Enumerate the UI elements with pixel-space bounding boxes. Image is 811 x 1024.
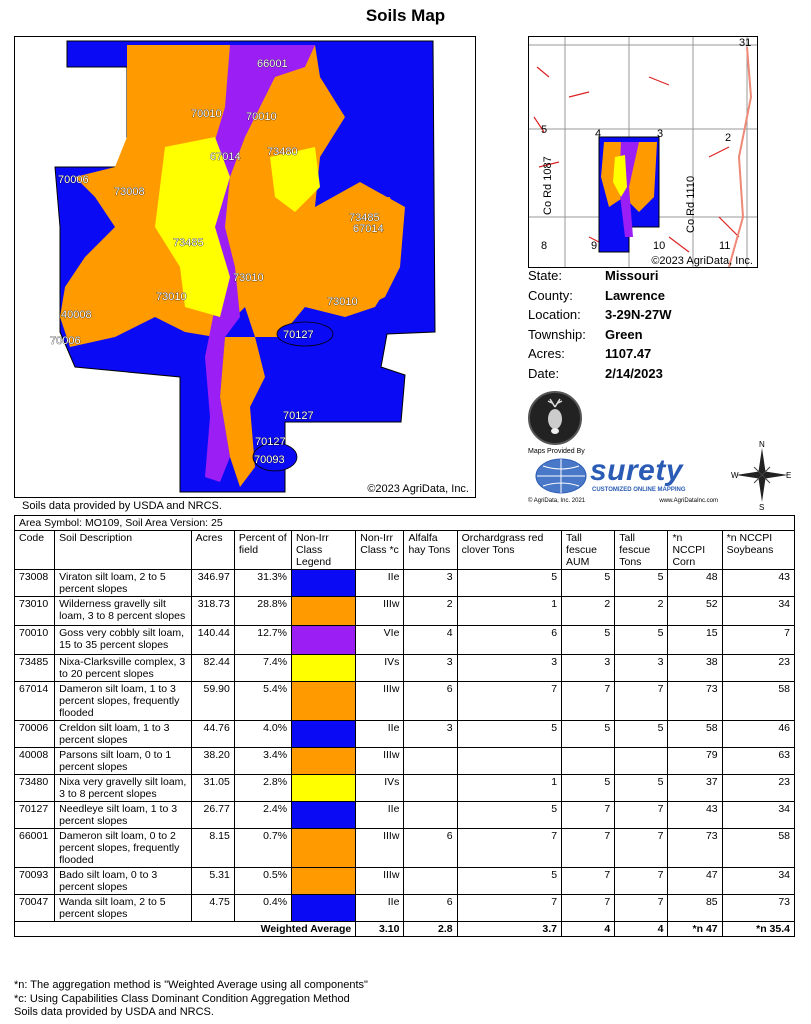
cell-alfalfa [404, 775, 457, 802]
cell-tons: 7 [615, 868, 668, 895]
cell-tons: 7 [615, 682, 668, 721]
cell-cls: IIIw [356, 829, 404, 868]
map-label: 70010 [246, 111, 277, 123]
cell-acres: 5.31 [191, 868, 234, 895]
weighted-cell: *n 35.4 [722, 922, 794, 937]
table-row [15, 802, 795, 829]
field-info [528, 268, 671, 385]
table-header-row [15, 531, 795, 570]
cell-acres: 346.97 [191, 570, 234, 597]
cell-cls: IIe [356, 802, 404, 829]
col-header: Tall fescue AUM [562, 531, 615, 570]
cell-cls: IIIw [356, 682, 404, 721]
cell-corn: 79 [668, 748, 722, 775]
cell-cls: IIIw [356, 868, 404, 895]
cell-aum: 7 [562, 682, 615, 721]
cell-desc: Nixa-Clarksville complex, 3 to 20 percent slopes [55, 655, 192, 682]
footnotes [14, 979, 368, 1020]
cell-soy: 23 [722, 775, 794, 802]
map-label: 73485 [349, 212, 380, 224]
weighted-cell: 4 [615, 922, 668, 937]
cell-code: 70047 [15, 895, 55, 922]
cell-acres: 38.20 [191, 748, 234, 775]
area-symbol-row [15, 516, 795, 531]
map-label: 66001 [257, 58, 288, 70]
class-legend-swatch [292, 626, 356, 655]
cell-corn: 52 [668, 597, 722, 626]
cell-code: 66001 [15, 829, 55, 868]
map-label: 70006 [50, 335, 81, 347]
weighted-cell: 4 [562, 922, 615, 937]
cell-aum: 7 [562, 802, 615, 829]
map-copyright: ©2023 AgriData, Inc. [367, 483, 469, 495]
cell-desc: Wanda silt loam, 2 to 5 percent slopes [55, 895, 192, 922]
cell-pct: 2.8% [234, 775, 291, 802]
cell-tons: 5 [615, 721, 668, 748]
cell-soy: 58 [722, 682, 794, 721]
col-header: *n NCCPI Corn [668, 531, 722, 570]
inset-grid-number: 3 [657, 128, 664, 140]
cell-orchard: 5 [457, 721, 561, 748]
info-row [528, 288, 671, 308]
cell-code: 70010 [15, 626, 55, 655]
footnote: *c: Using Capabilities Class Dominant Condition Aggregation Method [14, 992, 350, 1005]
weighted-cell: Weighted Average [15, 922, 356, 937]
cell-soy: 23 [722, 655, 794, 682]
cell-pct: 2.4% [234, 802, 291, 829]
cell-orchard: 5 [457, 868, 561, 895]
info-row [528, 366, 671, 386]
soils-map-canvas [15, 37, 475, 497]
cell-tons: 7 [615, 895, 668, 922]
surety-footer [528, 498, 718, 504]
cell-orchard: 7 [457, 895, 561, 922]
cell-orchard [457, 748, 561, 775]
cell-soy: 63 [722, 748, 794, 775]
cell-desc: Viraton silt loam, 2 to 5 percent slopes [55, 570, 192, 597]
compass-w: W [731, 471, 739, 480]
cell-pct: 12.7% [234, 626, 291, 655]
location-inset-map[interactable] [528, 36, 758, 268]
compass-s: S [759, 503, 765, 512]
info-row [528, 268, 671, 288]
col-header: Tall fescue Tons [615, 531, 668, 570]
cell-code: 70127 [15, 802, 55, 829]
info-value: Lawrence [605, 287, 665, 303]
col-header: Orchardgrass red clover Tons [457, 531, 561, 570]
inset-grid-number: 31 [739, 37, 752, 49]
cell-acres: 318.73 [191, 597, 234, 626]
map-label: 40008 [61, 309, 92, 321]
table-row [15, 655, 795, 682]
cell-corn: 43 [668, 802, 722, 829]
map-label: 73010 [156, 291, 187, 303]
info-row [528, 327, 671, 347]
info-row [528, 346, 671, 366]
cell-orchard: 1 [457, 775, 561, 802]
cell-alfalfa: 6 [404, 829, 457, 868]
col-header: Non-Irr Class *c [356, 531, 404, 570]
inset-grid-number: 4 [595, 128, 602, 140]
cell-alfalfa [404, 868, 457, 895]
cell-soy: 43 [722, 570, 794, 597]
cell-pct: 31.3% [234, 570, 291, 597]
cell-cls: IIIw [356, 748, 404, 775]
inset-grid-number: 10 [653, 240, 666, 252]
cell-desc: Creldon silt loam, 1 to 3 percent slopes [55, 721, 192, 748]
class-legend-swatch [292, 868, 356, 895]
cell-pct: 3.4% [234, 748, 291, 775]
cell-tons: 5 [615, 626, 668, 655]
cell-desc: Goss very cobbly silt loam, 15 to 35 percent slopes [55, 626, 192, 655]
cell-pct: 7.4% [234, 655, 291, 682]
cell-soy: 58 [722, 829, 794, 868]
cell-soy: 34 [722, 802, 794, 829]
map-label: 70010 [191, 108, 222, 120]
cell-alfalfa [404, 748, 457, 775]
info-value: 1107.47 [605, 346, 652, 361]
footnote: *n: The aggregation method is "Weighted Average using all components" [14, 979, 368, 991]
cell-aum: 5 [562, 570, 615, 597]
map-label: 67014 [353, 223, 384, 235]
class-legend-swatch [292, 721, 356, 748]
map-label: 70127 [283, 329, 314, 341]
cell-cls: IVs [356, 655, 404, 682]
globe-icon [534, 457, 588, 495]
info-value: 3-29N-27W [605, 307, 672, 322]
cell-cls: IIe [356, 570, 404, 597]
cell-tons: 7 [615, 802, 668, 829]
cell-desc: Dameron silt loam, 0 to 2 percent slopes, frequently flooded [55, 829, 192, 868]
map-label: 67014 [210, 151, 241, 163]
deer-logo-icon [528, 391, 582, 445]
map-label: 70127 [283, 410, 314, 422]
cell-code: 70006 [15, 721, 55, 748]
info-key: Acres: [528, 346, 565, 361]
cell-desc: Needleye silt loam, 1 to 3 percent slopes [55, 802, 192, 829]
map-label: 73010 [327, 296, 358, 308]
cell-alfalfa [404, 802, 457, 829]
cell-alfalfa: 2 [404, 597, 457, 626]
cell-aum: 5 [562, 775, 615, 802]
cell-aum: 7 [562, 895, 615, 922]
inset-canvas [529, 37, 757, 267]
inset-grid-number: 11 [719, 240, 731, 252]
table-row [15, 597, 795, 626]
soil-table [14, 515, 795, 937]
cell-aum: 5 [562, 721, 615, 748]
cell-code: 70093 [15, 868, 55, 895]
cell-cls: IVs [356, 775, 404, 802]
cell-aum: 7 [562, 829, 615, 868]
info-key: County: [528, 287, 573, 303]
col-header: Non-Irr Class Legend [292, 531, 356, 570]
cell-alfalfa: 6 [404, 682, 457, 721]
cell-tons: 5 [615, 570, 668, 597]
cell-orchard: 7 [457, 829, 561, 868]
table-row [15, 682, 795, 721]
cell-orchard: 6 [457, 626, 561, 655]
footnote: Soils data provided by USDA and NRCS. [14, 1006, 214, 1018]
info-key: Township: [528, 326, 586, 342]
area-symbol: Area Symbol: MO109, Soil Area Version: 25 [15, 516, 795, 531]
table-row [15, 775, 795, 802]
class-legend-swatch [292, 829, 356, 868]
surety-tagline: CUSTOMIZED ONLINE MAPPING [592, 487, 686, 493]
surety-foot-right: www.AgriDataInc.com [659, 498, 718, 504]
cell-soy: 34 [722, 597, 794, 626]
cell-orchard: 1 [457, 597, 561, 626]
class-legend-swatch [292, 895, 356, 922]
cell-tons [615, 748, 668, 775]
inset-grid-number: 9 [591, 240, 598, 252]
cell-code: 73485 [15, 655, 55, 682]
cell-desc: Bado silt loam, 0 to 3 percent slopes [55, 868, 192, 895]
cell-corn: 58 [668, 721, 722, 748]
cell-pct: 0.4% [234, 895, 291, 922]
cell-cls: IIIw [356, 597, 404, 626]
cell-pct: 4.0% [234, 721, 291, 748]
weighted-average-row [15, 922, 795, 937]
class-legend-swatch [292, 748, 356, 775]
surety-logo [528, 448, 718, 508]
map-label: 70006 [58, 174, 89, 186]
cell-corn: 37 [668, 775, 722, 802]
cell-acres: 59.90 [191, 682, 234, 721]
cell-orchard: 5 [457, 570, 561, 597]
weighted-cell: 2.8 [404, 922, 457, 937]
map-label: 70093 [254, 454, 285, 466]
inset-road-label: Co Rd 1110 [685, 175, 697, 233]
compass-e: E [786, 471, 792, 480]
cell-desc: Dameron silt loam, 1 to 3 percent slopes, frequently flooded [55, 682, 192, 721]
cell-acres: 44.76 [191, 721, 234, 748]
inset-grid-number: 5 [541, 124, 548, 136]
table-row [15, 626, 795, 655]
soils-map[interactable] [14, 36, 476, 498]
info-value: Missouri [605, 268, 659, 283]
cell-tons: 5 [615, 775, 668, 802]
page-title: Soils Map [365, 6, 446, 25]
class-legend-swatch [292, 775, 356, 802]
surety-wordmark: surety [590, 454, 684, 487]
weighted-cell: 3.7 [457, 922, 561, 937]
cell-cls: IIe [356, 895, 404, 922]
cell-alfalfa: 4 [404, 626, 457, 655]
surety-foot-left: © AgriData, Inc. 2021 [528, 498, 586, 504]
cell-pct: 5.4% [234, 682, 291, 721]
class-legend-swatch [292, 655, 356, 682]
cell-alfalfa: 3 [404, 655, 457, 682]
cell-orchard: 3 [457, 655, 561, 682]
cell-aum [562, 748, 615, 775]
cell-corn: 85 [668, 895, 722, 922]
table-row [15, 748, 795, 775]
source-note: Soils data provided by USDA and NRCS. [22, 500, 222, 512]
compass-rose-icon [732, 440, 792, 510]
cell-aum: 3 [562, 655, 615, 682]
map-label: 73008 [114, 186, 145, 198]
col-header: Code [15, 531, 55, 570]
cell-corn: 73 [668, 682, 722, 721]
cell-code: 67014 [15, 682, 55, 721]
cell-tons: 7 [615, 829, 668, 868]
cell-corn: 73 [668, 829, 722, 868]
map-label: 70127 [255, 436, 286, 448]
class-legend-swatch [292, 682, 356, 721]
cell-code: 40008 [15, 748, 55, 775]
cell-corn: 38 [668, 655, 722, 682]
map-label: 73480 [267, 146, 298, 158]
cell-desc: Nixa very gravelly silt loam, 3 to 8 percent slopes [55, 775, 192, 802]
cell-corn: 15 [668, 626, 722, 655]
cell-acres: 140.44 [191, 626, 234, 655]
inset-road-label: Co Rd 1087 [542, 156, 554, 215]
cell-tons: 2 [615, 597, 668, 626]
cell-soy: 73 [722, 895, 794, 922]
map-label: 73010 [233, 272, 264, 284]
class-legend-swatch [292, 802, 356, 829]
cell-pct: 28.8% [234, 597, 291, 626]
cell-aum: 7 [562, 868, 615, 895]
info-key: Date: [528, 365, 560, 381]
cell-acres: 8.15 [191, 829, 234, 868]
col-header: Acres [191, 531, 234, 570]
cell-tons: 3 [615, 655, 668, 682]
cell-soy: 46 [722, 721, 794, 748]
inset-grid-number: 8 [541, 240, 548, 252]
cell-code: 73010 [15, 597, 55, 626]
inset-grid-number: 2 [725, 132, 732, 144]
surety-provided-by: Maps Provided By [528, 448, 585, 455]
cell-code: 73480 [15, 775, 55, 802]
map-label: 73485 [173, 237, 204, 249]
cell-code: 73008 [15, 570, 55, 597]
col-header: *n NCCPI Soybeans [722, 531, 794, 570]
class-legend-swatch [292, 570, 356, 597]
table-row [15, 829, 795, 868]
info-key: State: [528, 268, 562, 283]
cell-desc: Parsons silt loam, 0 to 1 percent slopes [55, 748, 192, 775]
cell-corn: 48 [668, 570, 722, 597]
cell-orchard: 7 [457, 682, 561, 721]
cell-acres: 4.75 [191, 895, 234, 922]
cell-orchard: 5 [457, 802, 561, 829]
cell-alfalfa: 3 [404, 570, 457, 597]
table-row [15, 895, 795, 922]
table-row [15, 721, 795, 748]
cell-cls: IIe [356, 721, 404, 748]
cell-soy: 7 [722, 626, 794, 655]
cell-aum: 2 [562, 597, 615, 626]
weighted-cell: 3.10 [356, 922, 404, 937]
cell-aum: 5 [562, 626, 615, 655]
info-value: Green [605, 326, 643, 342]
cell-cls: VIe [356, 626, 404, 655]
table-row [15, 570, 795, 597]
info-value: 2/14/2023 [605, 365, 663, 381]
col-header: Alfalfa hay Tons [404, 531, 457, 570]
inset-copyright: ©2023 AgriData, Inc. [651, 255, 753, 267]
cell-acres: 31.05 [191, 775, 234, 802]
compass-n: N [759, 440, 765, 449]
cell-acres: 26.77 [191, 802, 234, 829]
table-row [15, 868, 795, 895]
info-key: Location: [528, 307, 581, 322]
weighted-cell: *n 47 [668, 922, 722, 937]
cell-soy: 34 [722, 868, 794, 895]
cell-pct: 0.7% [234, 829, 291, 868]
class-legend-swatch [292, 597, 356, 626]
cell-pct: 0.5% [234, 868, 291, 895]
cell-alfalfa: 6 [404, 895, 457, 922]
cell-desc: Wilderness gravelly silt loam, 3 to 8 percent slopes [55, 597, 192, 626]
cell-acres: 82.44 [191, 655, 234, 682]
info-row [528, 307, 671, 327]
col-header: Percent of field [234, 531, 291, 570]
cell-alfalfa: 3 [404, 721, 457, 748]
cell-corn: 47 [668, 868, 722, 895]
col-header: Soil Description [55, 531, 192, 570]
